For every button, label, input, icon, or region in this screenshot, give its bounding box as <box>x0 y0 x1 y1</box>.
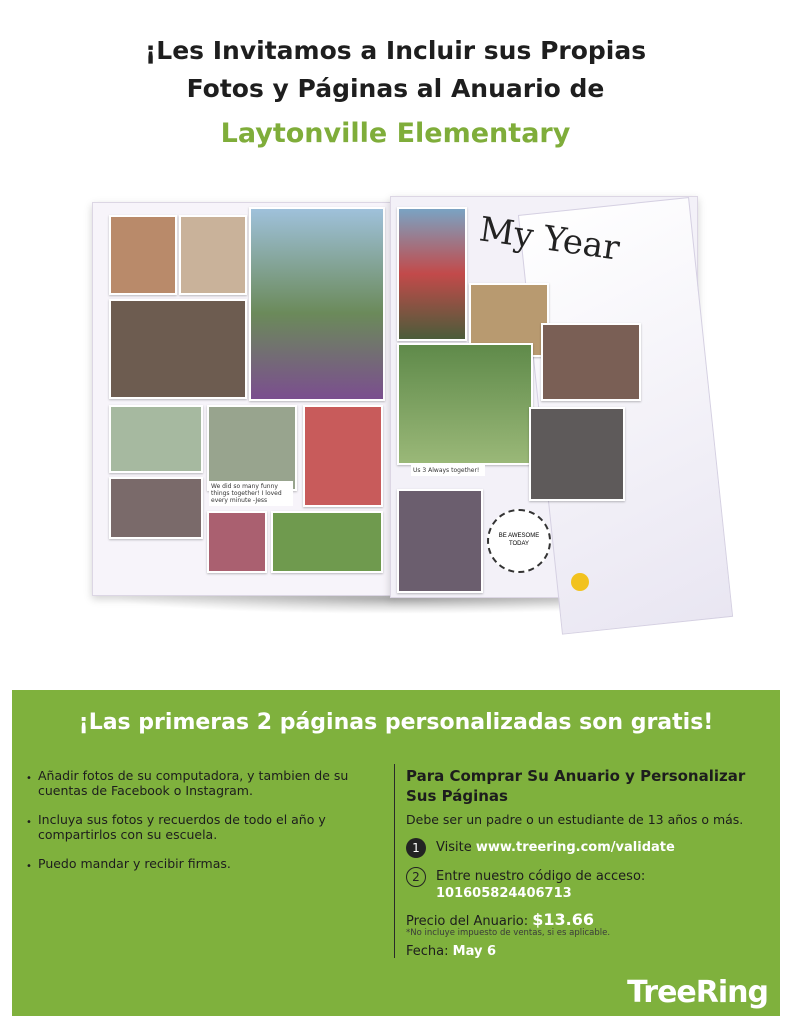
benefit-item <box>26 856 378 871</box>
due-date <box>406 944 766 959</box>
price-value: $13.66 <box>532 910 595 929</box>
photo-cooking <box>109 299 247 399</box>
benefit-item <box>26 812 378 842</box>
yearbook-illustration <box>92 192 698 642</box>
photo-two-girls <box>397 207 467 341</box>
benefits-list <box>26 768 378 885</box>
photo-hikers <box>109 477 203 539</box>
column-divider <box>394 764 395 958</box>
price-note: *No incluye impuesto de ventas, si es aplicable. <box>406 928 611 938</box>
yearbook-left-page <box>92 202 392 596</box>
purchase-instructions <box>406 766 766 959</box>
sticker-text: BE AWESOME TODAY <box>498 533 540 548</box>
benefit-text: Puedo mandar y recibir firmas. <box>38 856 231 871</box>
step-1-number: 1 <box>406 838 426 858</box>
yearbook-price <box>406 910 766 929</box>
purchase-title: Para Comprar Su Anuario y Personalizar Sus Páginas <box>406 767 746 805</box>
photo-bikes <box>109 405 203 473</box>
photo-park <box>397 343 533 465</box>
bullet-icon: • <box>26 773 32 784</box>
purchase-requirement: Debe ser un padre o un estudiante de 13 años o más. <box>406 812 744 827</box>
photo-girls-3 <box>207 511 267 573</box>
photo-girls-1 <box>179 215 247 295</box>
photo-hands <box>109 215 177 295</box>
promo-headline: ¡Las primeras 2 páginas personalizadas son gratis! <box>78 710 714 735</box>
price-label: Precio del Anuario: <box>406 914 529 929</box>
photo-caption-1: We did so many funny things together! I loved every minute -Jess <box>209 481 293 506</box>
bullet-icon: • <box>26 817 32 828</box>
emoji-sticker-icon <box>571 573 589 591</box>
page-header <box>0 32 791 154</box>
date-value: May 6 <box>452 944 496 959</box>
step-2-number: 2 <box>406 867 426 887</box>
step-2 <box>406 868 766 902</box>
benefit-text: Incluya sus fotos y recuerdos de todo el año y compartirlos con su escuela. <box>38 812 326 842</box>
treering-logo: TreeRing <box>627 975 768 1010</box>
bullet-icon: • <box>26 861 32 872</box>
step-2-text: Entre nuestro código de acceso: <box>436 869 646 884</box>
headline-line-2: Fotos y Páginas al Anuario de <box>186 74 605 103</box>
photo-caption-2: Us 3 Always together! <box>411 465 485 476</box>
yearbook-right-page <box>390 196 698 598</box>
yearbook-title: My Year <box>476 209 623 269</box>
photo-group-standing <box>397 489 483 593</box>
photo-friends-group <box>249 207 385 401</box>
date-label: Fecha: <box>406 944 449 959</box>
step-1-text: Visite <box>436 840 472 855</box>
photo-guitar <box>529 407 625 501</box>
headline-line-1: ¡Les Invitamos a Incluir sus Propias <box>144 36 647 65</box>
photo-walking <box>207 405 297 491</box>
photo-soccer <box>271 511 383 573</box>
promo-band <box>12 690 780 1016</box>
benefit-text: Añadir fotos de su computadora, y tambien de su cuentas de Facebook o Instagram. <box>38 768 349 798</box>
be-awesome-sticker <box>487 509 551 573</box>
photo-girls-2 <box>303 405 383 507</box>
photo-group-right <box>541 323 641 401</box>
access-code: 101605824406713 <box>436 886 572 901</box>
school-name: Laytonville Elementary <box>220 118 571 149</box>
benefit-item <box>26 768 378 798</box>
step-1 <box>406 839 766 856</box>
validate-url-link[interactable]: www.treering.com/validate <box>475 840 675 855</box>
